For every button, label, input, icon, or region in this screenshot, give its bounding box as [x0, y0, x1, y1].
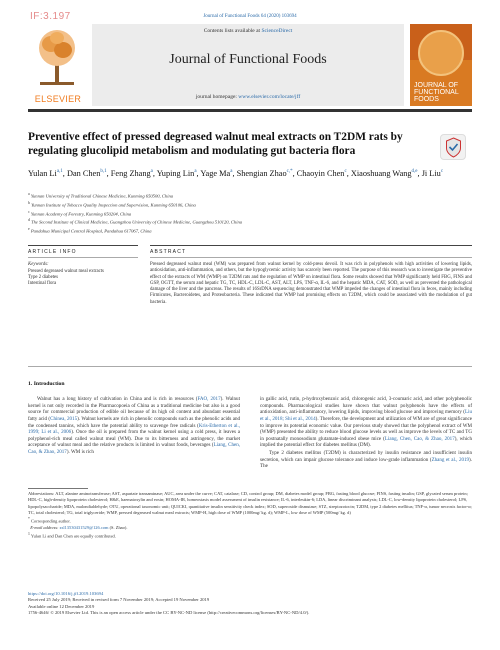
author-separator: , — [62, 168, 67, 178]
author-affiliation-mark[interactable]: a,1 — [56, 169, 63, 174]
author-affiliation-mark[interactable]: b,1 — [100, 169, 107, 174]
body-column-right — [260, 396, 472, 471]
author-affiliation-mark[interactable]: c,* — [286, 169, 293, 174]
body-text: ). Once the oil is prepared from the walnut kernel using a cold press, it leaves a polyphenol-rich meal called walnut meal (WM). Due to its bitterness and astringency, the market acceptance of walnut meal and the relative products is limited in walnut foods, beverages ( — [28, 429, 241, 449]
affiliation-item — [28, 209, 472, 218]
citation-link[interactable]: Liu et al., 2018; Shi et al., 2014 — [260, 409, 472, 422]
body-column-left — [28, 396, 240, 457]
keyword-item: Intestinal flora — [28, 281, 57, 287]
article-info-subrule — [28, 257, 138, 258]
homepage-line — [92, 94, 404, 100]
crossmark-icon — [445, 137, 462, 158]
author-separator: , — [346, 168, 351, 178]
journal-title: Journal of Functional Foods — [169, 52, 327, 67]
author-separator: , — [152, 168, 157, 178]
affiliation-item — [28, 226, 472, 235]
author-separator: , — [292, 168, 297, 178]
body-paragraph — [28, 396, 240, 456]
author-affiliation-mark[interactable]: a — [230, 169, 233, 174]
affiliation-item — [28, 217, 472, 226]
journal-masthead — [28, 22, 472, 112]
footnotes — [28, 491, 472, 540]
article-info-rule — [28, 245, 138, 246]
author-email-link[interactable]: zsl13530431529@126.com — [59, 524, 109, 530]
body-text: ), which implied the potential effect for diabetes mellitus (DM). — [260, 435, 472, 449]
abstract-body: Pressed degreased walnut meal (WM) was prepared from walnut kernel by cold-press devoil. It was rich in polyphenols with high activities of lowering lipids, antioxidation, anti-inflammation, and others, but the hypoglycemic activity has scarcely been reported. The purpose of this research was to investigate the preventive effect of the extracts of WM (WMP) on T2DM rats and the regulation of WMP on intestinal flora. Some results showed that WMP significantly held FBG, FINS and GSP, OGTT, the serum and hepatic TG, TC, HDL-C, LDL-C, AST, ALT, LPS, TNF-α, IL-6, and the hepatic MDA, CAT, SOD, as well as prevented the pathological damage of the liver and the pancreas. The results of 16SrDNA sequencing demonstrated that WMP impeded the changes of intestinal flora in feces, mainly including Firmicutes, Bacteroidetes, and Proteobacteria. These indicated that WMP had promising effects on T2DM, which could be associated with the modulation of gut bacteria. — [150, 262, 472, 305]
author-name[interactable]: Yuping Lin — [156, 168, 195, 178]
author-name[interactable]: Xiaoshuang Wang — [350, 168, 412, 178]
history-dates: Received 25 July 2019; Received in revised form 7 November 2019; Accepted 19 November 2019 — [28, 597, 210, 603]
author-separator: , — [106, 168, 111, 178]
keywords-label: Keywords: — [28, 262, 49, 267]
author-affiliation-mark[interactable]: c — [344, 169, 347, 174]
citation-link[interactable]: Zhang et al., 2019 — [431, 456, 470, 463]
author-affiliation-mark[interactable]: c — [440, 169, 444, 174]
equal-contribution-footnote: $^1$ Yulan Li and Dan Chen are equally contributed. — [28, 532, 116, 539]
affiliation-text: Yunnan Academy of Forestry, Kunming 650204, China — [30, 211, 132, 217]
journal-homepage-link[interactable]: www.elsevier.com/locate/jff — [238, 94, 301, 100]
impact-factor-stamp: IF:3.197 — [30, 11, 71, 22]
author-name[interactable]: Yage Ma — [200, 168, 231, 178]
author-name[interactable]: Yulan Li — [28, 168, 57, 178]
author-name[interactable]: Chaoyin Chen — [296, 168, 345, 178]
article-metadata — [28, 591, 472, 616]
author-list — [28, 166, 472, 179]
abstract-subrule — [150, 257, 472, 258]
abstract-rule — [150, 245, 472, 246]
body-text: in gallic acid, rutin, p-hydroxybenzoic acid, chlorogenic acid, 3-coumaric acid, and other polyphenolic compounds. Pharmacological studies have shown that walnut polyphenols have the effects of antioxidation, anti-inflammatory, lowering lipids, improving blood glucose and improving memory ( — [260, 396, 472, 416]
article-title: Preventive effect of pressed degreased walnut meal extracts on T2DM rats by regulating glucolipid metabolism and modulating gut bacteria flora — [28, 131, 403, 157]
body-text: ). WM is rich — [66, 449, 94, 455]
author-separator: , — [196, 168, 201, 178]
affiliation-text: The Second Institute of Clinical Medicine, Guangzhou University of Chinese Medicine, Guangzhou 510120, China — [31, 220, 243, 226]
body-paragraph — [260, 450, 472, 470]
citation-link[interactable]: Liang, Chen, Cao, & Zhao, 2017 — [384, 435, 455, 442]
keyword-item: Pressed degreased walnut meal extracts — [28, 269, 104, 274]
affiliation-text: Yunnan Institute of Tobacco Quality Inspection and Supervision, Kunming 650106, China — [31, 202, 196, 208]
contents-prefix: Contents lists available at — [203, 28, 262, 34]
citation-link[interactable]: Kris-Etherton et al., 1999; Li et al., 2006 — [28, 422, 240, 436]
body-text: Walnut has a long history of cultivation in China and is rich in resources ( — [37, 396, 198, 402]
affiliation-text: Pandahua Municipal Central Hospital, Pandahua 617067, China — [30, 228, 152, 234]
publisher-logo — [28, 24, 86, 108]
affiliation-mark: b — [28, 200, 30, 205]
author-name[interactable]: Shengian Zhao — [236, 168, 287, 178]
journal-banner — [92, 24, 404, 106]
online-date: Available online 12 December 2019 — [28, 603, 95, 609]
citation-link[interactable]: Chinea, 2015 — [50, 415, 78, 422]
body-text: ). Walnut kernels are rich in phenolic compounds such as the phenolic acids and the condensed tannins, which have the potential ability to scavenge free radicals ( — [28, 415, 241, 429]
body-text: Type 2 diabetes mellitus (T2DM) is characterized by insulin resistance and insufficient insulin secretion, which can impair glucose tolerance and induce low-grade inflammation ( — [260, 450, 472, 463]
footnote-rule — [28, 488, 88, 489]
contents-line — [92, 28, 404, 34]
author-separator: , — [417, 168, 422, 178]
check-for-updates-badge[interactable] — [440, 134, 466, 160]
affiliation-list — [28, 191, 472, 235]
citation-link[interactable]: Liang, Chen, Cao, & Zhao, 2017 — [28, 442, 240, 455]
abstract-heading: ABSTRACT — [150, 249, 187, 255]
author-name[interactable]: Feng Zhang — [110, 168, 151, 178]
body-text: ). Therefore, the development and utilization of WM are of great significance to improve its potential economic value. Our previous study showed that the polyphenol extract of WM (WMP) presented the ability to reduce blood glucose levels as well as improve the levels of TC and TG in postnatally monosodium glutamate-induced obese mice ( — [260, 415, 472, 442]
equal-contribution-text: Yulan Li and Dan Chen are equally contributed. — [30, 533, 116, 539]
body-paragraph — [260, 396, 472, 449]
email-label: E-mail address: — [30, 524, 60, 530]
author-affiliation-mark[interactable]: a — [194, 169, 197, 174]
author-affiliation-mark[interactable]: d,e — [411, 169, 418, 174]
email-suffix: (S. Zhao). — [108, 524, 128, 530]
author-name[interactable]: Dan Chen — [66, 168, 101, 178]
article-info-heading: ARTICLE INFO — [28, 249, 77, 255]
keyword-list — [28, 269, 104, 288]
body-text: ). Walnut kernel is not only recorded in the Pharmacopoeia of China as a traditional medicine but also is a good source for commercial production of edible oil because of its high oil content and abundant essential fatty acid ( — [28, 396, 240, 422]
cover-graphic — [418, 30, 464, 76]
affiliation-item — [28, 200, 472, 209]
homepage-prefix: journal homepage: — [195, 94, 239, 100]
affiliation-item — [28, 191, 472, 200]
affiliation-mark: d — [28, 218, 30, 223]
journal-cover-thumbnail — [410, 24, 472, 106]
introduction-heading: 1. Introduction — [28, 381, 65, 387]
license-line: 1756-4646/ © 2019 Elsevier Ltd. This is an open access article under the CC BY-NC-ND license (http://creativecommons.org/licenses/BY-NC-ND/4.0/). — [28, 609, 310, 615]
corresponding-author-footnote: * Corresponding author. — [28, 517, 71, 524]
sciencedirect-link[interactable]: ScienceDirect — [261, 28, 293, 34]
affiliation-mark: a — [28, 192, 30, 196]
cover-journal-name: JOURNAL OF FUNCTIONAL FOODS — [414, 82, 459, 103]
abbreviations-footnote: Abbreviations: ALT, alanine aminotransferase; AST, aspartate transaminase; AUC, area under the curve; CAT, catalase; CD, control group; DM, diabetes model group; FBG, fasting blood glucose; FINS, fasting insulin; GSP, glycated serum protein; HDL-C, high-density lipoprotein cholesterol; H&E, haematoxylin and eosin; HOMA-IR, homeostasis model assessment of insulin resistance; IL-6, interleukin-6; LDA, linear discriminant analysis; LDL-C, low-density lipoprotein cholesterol; LPS, lipopolysaccharide; MDA, malondialdehyde; OTU, operational taxonomic unit; QUICKI, quantitative insulin sensitivity check index; SOD, superoxide dismutase; STZ, streptozotocin; T2DM, type 2 diabetes mellitus; TNF-α, tumor necrosis factor-α; TC, total cholesterol; TG, total triglyceride; WMP, pressed degreased walnut meal extracts; WMP-H, high dose of WMP (1000mg/ kg. d); WMP-L, low dose of WMP (500mg/ kg. d) — [28, 491, 472, 515]
elsevier-tree-icon — [36, 26, 78, 86]
affiliation-mark: e — [28, 227, 30, 232]
publisher-name: ELSEVIER — [34, 94, 82, 104]
doi-link[interactable]: https://doi.org/10.1016/j.jff.2019.103694 — [28, 591, 104, 596]
abstract-end-rule — [28, 366, 472, 367]
keyword-item: Type 2 diabetes — [28, 275, 59, 281]
running-head: Journal of Functional Foods 64 (2020) 103694 — [203, 14, 297, 19]
affiliation-mark: c — [28, 209, 30, 214]
author-name[interactable]: Ji Liu — [421, 168, 441, 178]
corresponding-author-text: Corresponding author. — [31, 518, 71, 524]
body-text: ). The — [260, 456, 472, 470]
author-separator: , — [232, 168, 237, 178]
author-affiliation-mark[interactable]: a — [150, 169, 153, 174]
affiliation-text: Yunnan University of Traditional Chinese Medicine, Kunming 650500, China — [30, 193, 174, 199]
citation-link[interactable]: FAO, 2017 — [197, 396, 221, 402]
